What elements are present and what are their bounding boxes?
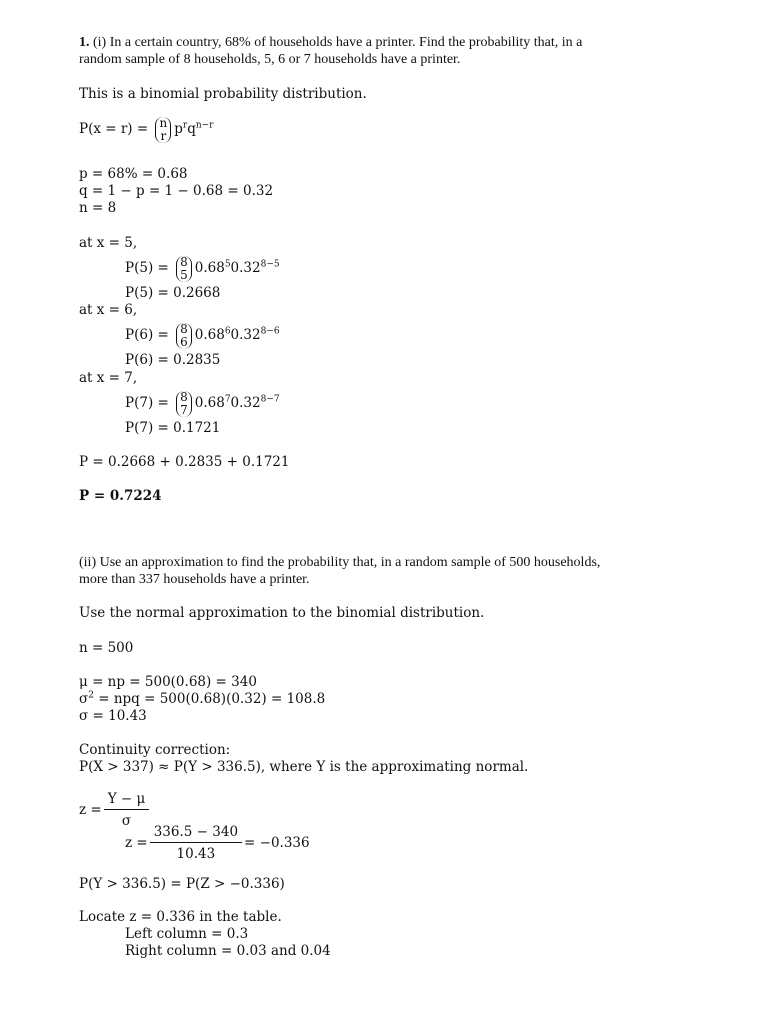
case-x7-formula: P(7) = 8 7 $0.68^70.32^{8-7}$	[125, 389, 280, 417]
case-x5-label: at x = 5,	[79, 235, 138, 251]
sigma-squared-line: $\sigma^2$ = npq = 500(0.68)(0.32) = 108.8	[79, 690, 326, 707]
sigma-line: σ = 10.43	[79, 708, 147, 724]
right-column-line: Right column = 0.03 and 0.04	[125, 943, 331, 959]
question-text: (i) In a certain country, 68% of households have a printer. Find the probability that, in a	[89, 35, 583, 50]
n-value: n = 8	[79, 200, 117, 216]
sum-line: P = 0.2668 + 0.2835 + 0.1721	[79, 454, 290, 470]
case-x6-label: at x = 6,	[79, 302, 138, 318]
part-i-answer: P = 0.7224	[79, 488, 162, 504]
continuity-heading: Continuity correction:	[79, 742, 231, 758]
z-fraction: $\frac{Y - \mu}{\sigma}$	[104, 791, 150, 829]
case-x6-result: P(6) = 0.2835	[125, 352, 221, 368]
binomial-formula: P(x = r) = n r $p^rq^{n-r}$	[79, 115, 214, 143]
left-column-line: Left column = 0.3	[125, 926, 249, 942]
case-x5-formula: P(5) = 8 5 $0.68^50.32^{8-5}$	[125, 254, 280, 282]
part-ii-question-line-2: more than 337 households have a printer.	[79, 572, 310, 587]
question-1-line-1	[79, 35, 582, 51]
mu-line: μ = np = 500(0.68) = 340	[79, 674, 257, 690]
n-500: n = 500	[79, 640, 134, 656]
q-value: q = 1 − p = 1 − 0.68 = 0.32	[79, 183, 274, 199]
locate-line: Locate z = 0.336 in the table.	[79, 909, 282, 925]
question-1-line-2: random sample of 8 households, 5, 6 or 7 households have a printer.	[79, 52, 461, 67]
binomial-coefficient: 8 5	[176, 256, 192, 282]
p-value: p = 68% = 0.68	[79, 166, 188, 182]
pz-line: P(Y > 336.5) = P(Z > −0.336)	[79, 876, 285, 892]
normal-approx-intro: Use the normal approximation to the binomial distribution.	[79, 605, 485, 621]
z-computation: z = $\frac{336.5 - 340}{10.43}$ = −0.336	[125, 824, 310, 862]
binomial-intro: This is a binomial probability distribution.	[79, 86, 367, 102]
continuity-line: P(X > 337) ≈ P(Y > 336.5), where Y is the approximating normal.	[79, 759, 529, 775]
binomial-coefficient: n r	[155, 117, 171, 143]
binomial-coefficient: 8 7	[176, 391, 192, 417]
case-x7-result: P(7) = 0.1721	[125, 420, 221, 436]
binomial-coefficient: 8 6	[176, 323, 192, 349]
case-x7-label: at x = 7,	[79, 370, 138, 386]
case-x6-formula: P(6) = 8 6 $0.68^60.32^{8-6}$	[125, 321, 280, 349]
part-ii-question-line-1: (ii) Use an approximation to find the probability that, in a random sample of 500 households,	[79, 555, 601, 570]
question-number: 1.	[79, 35, 90, 50]
case-x5-result: P(5) = 0.2668	[125, 285, 221, 301]
z-formula: z = $\frac{Y - \mu}{\sigma}$	[79, 791, 151, 829]
z-computation-fraction: $\frac{336.5 - 340}{10.43}$	[150, 824, 242, 862]
